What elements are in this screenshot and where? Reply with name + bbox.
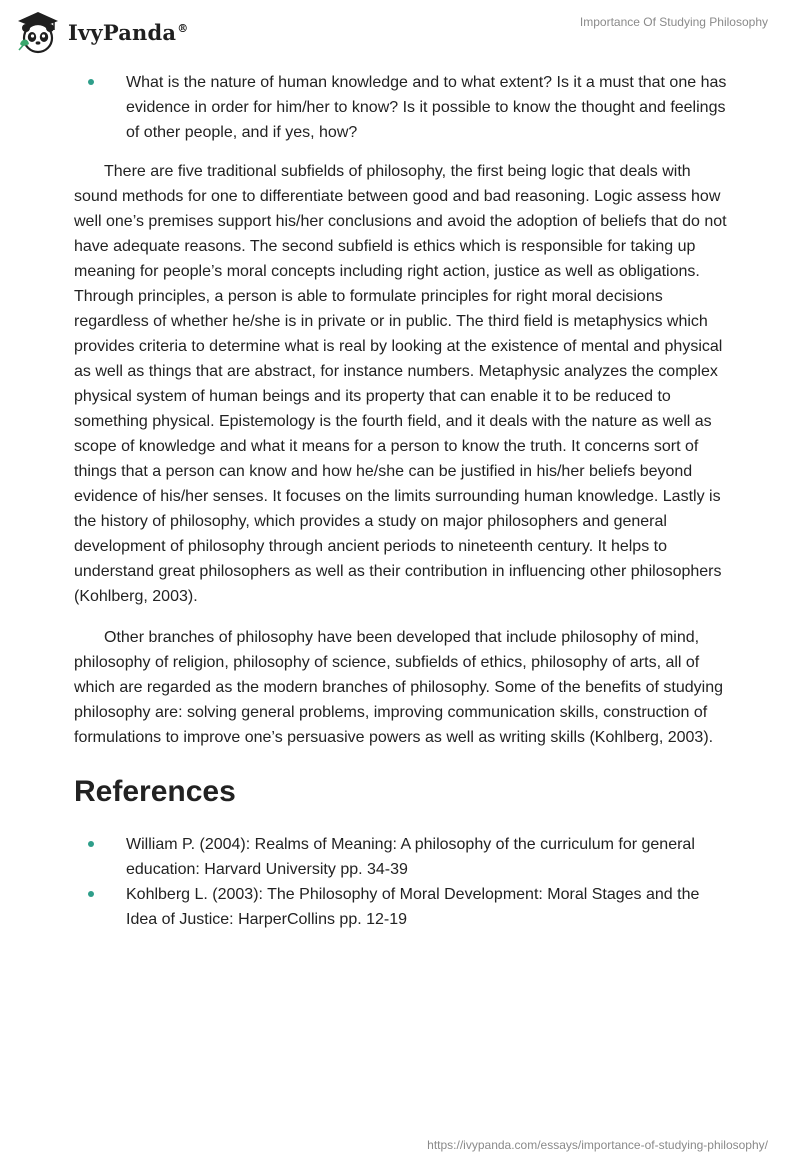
- reference-text: William P. (2004): Realms of Meaning: A philosophy of the curriculum for general education: Harvard University pp. 34-39: [126, 836, 695, 878]
- bullet-dot-icon: [88, 841, 94, 847]
- bullet-dot-icon: [88, 79, 94, 85]
- list-item-text: What is the nature of human knowledge and to what extent? Is it a must that one has evidence in order for him/her to know? Is it possible to know the thought and feelings of other people, and if yes, how?: [126, 74, 727, 141]
- source-url-link[interactable]: https://ivypanda.com/essays/importance-of-studying-philosophy/: [427, 1138, 768, 1152]
- paragraph-subfields: There are five traditional subfields of philosophy, the first being logic that deals with sound methods for one to differentiate between good and bad reasoning. Logic assess how well one’s premises support his/her conclusions and avoid the adoption of beliefs that do not have adequate reasons. The second subfield is ethics which is responsible for taking up meaning for people’s moral concepts including right action, justice as well as obligations. Through principles, a person is able to formulate principles for right moral decisions regardless of whether he/she is in private or in public. The third field is metaphysics which provides criteria to determine what is real by looking at the existence of mental and physical as well as things that are abstract, for instance numbers. Metaphysic analyzes the complex physical system of human beings and its property that can enable it to be reduced to something physical. Epistemology is the fourth field, and it deals with the nature as well as scope of knowledge and what it means for a person to know the truth. It concerns sort of things that a person can know and how he/she can be justified in his/her beliefs beyond evidence of his/her senses. It focuses on the limits surrounding human knowledge. Lastly is the history of philosophy, which provides a study on major philosophers and general development of philosophy through ancient periods to nineteenth century. It helps to understand great philosophers as well as their contribution in influencing other philosophers (Kohlberg, 2003).: [74, 163, 727, 605]
- reference-item: [74, 832, 734, 882]
- page-header: [0, 0, 800, 70]
- reference-text: Kohlberg L. (2003): The Philosophy of Moral Development: Moral Stages and the Idea of Justice: HarperCollins pp. 12-19: [126, 886, 700, 928]
- document-title: Importance Of Studying Philosophy: [579, 15, 768, 29]
- panda-mascot-icon: [14, 8, 62, 56]
- essay-content: [74, 70, 734, 932]
- references-heading: References: [74, 775, 236, 808]
- list-item: [74, 70, 734, 145]
- references-list: [74, 832, 734, 932]
- logo-text: IvyPanda: [68, 19, 177, 45]
- ivypanda-logo[interactable]: [14, 8, 188, 56]
- question-list: [74, 70, 734, 145]
- logo-wordmark: [68, 20, 188, 45]
- bullet-dot-icon: [88, 891, 94, 897]
- reference-item: [74, 882, 734, 932]
- registered-mark: ®: [177, 21, 189, 35]
- paragraph-branches: Other branches of philosophy have been developed that include philosophy of mind, philosophy of religion, philosophy of science, subfields of ethics, philosophy of arts, all of which are regarded as the modern branches of philosophy. Some of the benefits of studying philosophy are: solving general problems, improving communication skills, construction of formulations to improve one’s persuasive powers as well as writing skills (Kohlberg, 2003).: [74, 629, 723, 746]
